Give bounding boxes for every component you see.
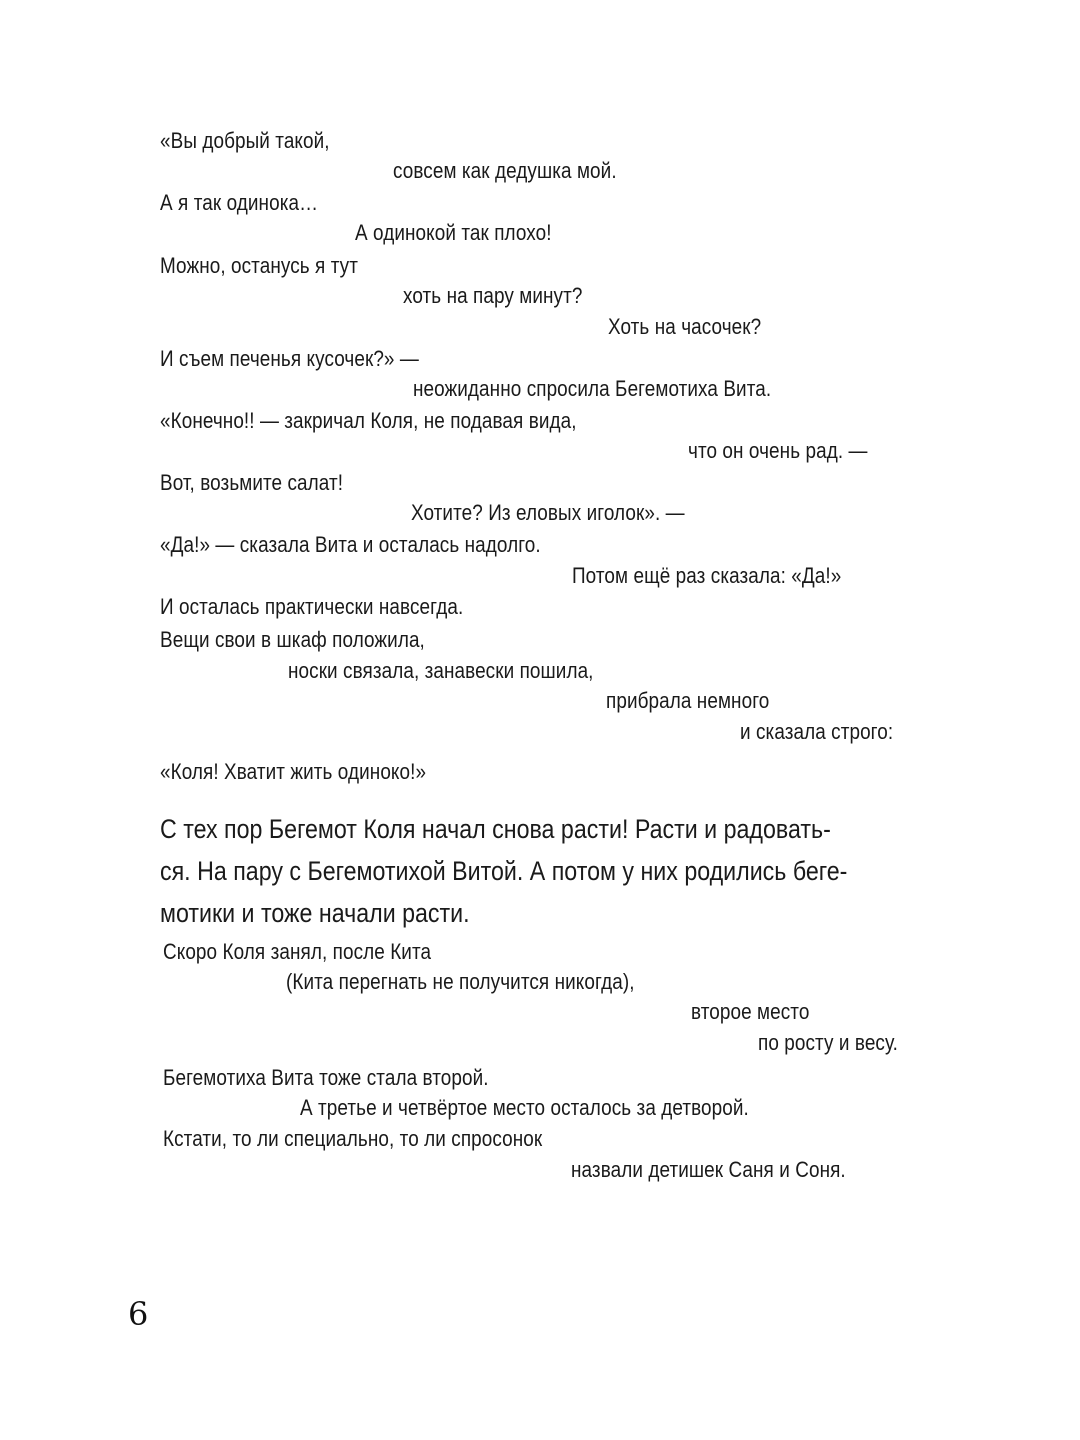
verse-line: Потом ещё раз сказала: «Да!» — [572, 563, 842, 588]
verse-line: «Коля! Хватит жить одиноко!» — [160, 759, 427, 784]
verse-line: Хотите? Из еловых иголок». — — [411, 500, 685, 525]
verse-line: А я так одинока… — [160, 190, 319, 215]
verse-line: Хоть на часочек? — [608, 314, 762, 339]
verse-line: А третье и четвёртое место осталось за детворой. — [300, 1095, 749, 1120]
verse-line: назвали детишек Саня и Соня. — [571, 1157, 846, 1182]
verse-line: Вот, возьмите салат! — [160, 470, 344, 495]
prose-line: С тех пор Бегемот Коля начал снова расти! Расти и радовать- — [160, 814, 831, 844]
verse-line: «Конечно!! — закричал Коля, не подавая вида, — [160, 408, 577, 433]
verse-line: носки связала, занавески пошила, — [288, 658, 594, 683]
verse-line: прибрала немного — [606, 688, 770, 713]
verse-line: Можно, останусь я тут — [160, 253, 358, 278]
verse-line: неожиданно спросила Бегемотиха Вита. — [413, 376, 772, 401]
verse-line: Кстати, то ли специально, то ли спросонок — [163, 1126, 543, 1151]
prose-line: ся. На пару с Бегемотихой Витой. А потом у них родились беге- — [160, 856, 848, 886]
verse-line: И осталась практически навсегда. — [160, 594, 464, 619]
verse-line: второе место — [691, 999, 810, 1024]
verse-line: Скоро Коля занял, после Кита — [163, 939, 432, 964]
page-number: 6 — [128, 1295, 149, 1333]
verse-line: совсем как дедушка мой. — [393, 158, 617, 183]
verse-line: и сказала строго: — [740, 719, 894, 744]
verse-line: И съем печенья кусочек?» — — [160, 346, 419, 371]
verse-line: Бегемотиха Вита тоже стала второй. — [163, 1065, 489, 1090]
verse-line: «Да!» — сказала Вита и осталась надолго. — [160, 532, 541, 557]
verse-line: Вещи свои в шкаф положила, — [160, 627, 425, 652]
verse-line: «Вы добрый такой, — [160, 128, 330, 153]
verse-line: А одинокой так плохо! — [355, 220, 552, 245]
verse-line: (Кита перегнать не получится никогда), — [286, 969, 635, 994]
verse-line: что он очень рад. — — [688, 438, 868, 463]
prose-paragraph — [160, 808, 934, 934]
prose-line: мотики и тоже начали расти. — [160, 898, 470, 928]
verse-line: по росту и весу. — [758, 1030, 898, 1055]
verse-line: хоть на пару минут? — [403, 283, 583, 308]
